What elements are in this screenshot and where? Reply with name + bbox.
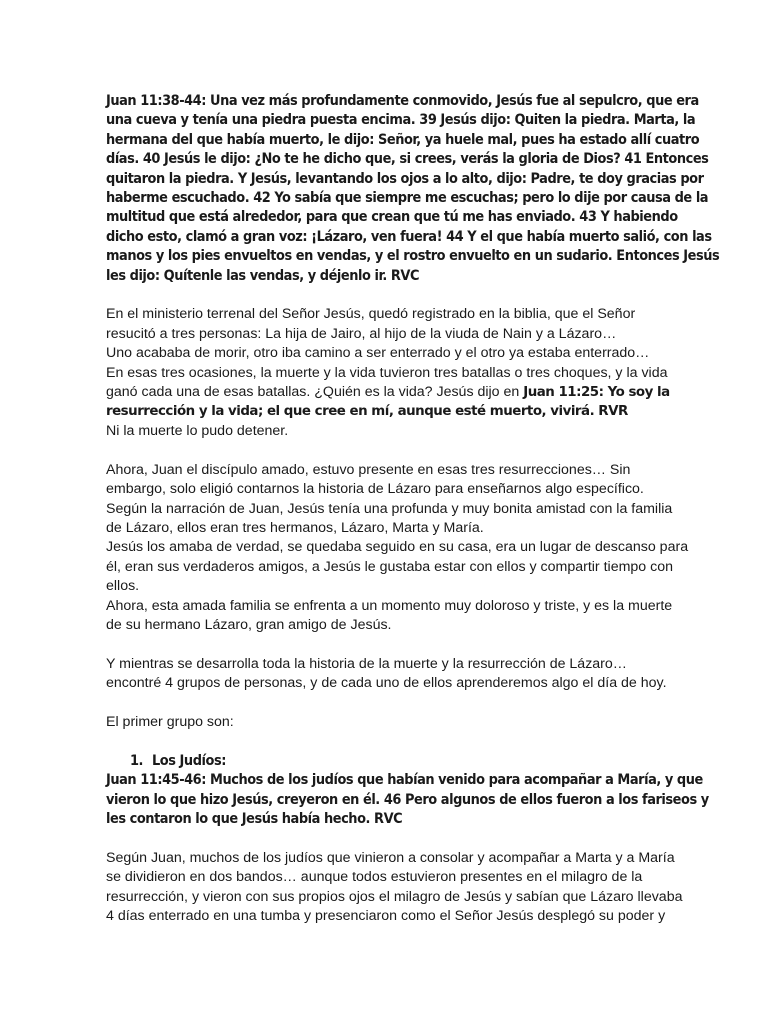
passage-line: una cueva y tenía una piedra puesta encima. 39 Jesús dijo: Quiten la piedra. Marta, la xyxy=(106,112,696,129)
paragraph-line: El primer grupo son: xyxy=(106,713,234,730)
paragraph-line: de su hermano Lázaro, gran amigo de Jesús. xyxy=(106,616,392,633)
paragraph-primer-grupo xyxy=(106,713,662,732)
paragraph-line: En el ministerio terrenal del Señor Jesús, quedó registrado en la biblia, que el Señor xyxy=(106,306,636,323)
list-number: 1. xyxy=(130,752,144,769)
scripture-passage-juan-11-38-44 xyxy=(106,92,720,286)
passage-line: les contaron lo que Jesús había hecho. RVC xyxy=(106,810,403,827)
list-item-los-judios xyxy=(106,752,662,771)
passage-line: quitaron la piedra. Y Jesús, levantando los ojos a lo alto, dijo: Padre, te doy gracias por xyxy=(106,170,704,187)
paragraph-segun-juan xyxy=(106,849,683,927)
passage-line: hermana del que había muerto, le dijo: Señor, ya huele mal, pues ha estado allí cuatro xyxy=(106,131,700,148)
paragraph-line: encontré 4 grupos de personas, y de cada uno de ellos aprenderemos algo el día de hoy. xyxy=(106,675,667,692)
paragraph-line: 4 días enterrado en una tumba y presenciaron como el Señor Jesús desplegó su poder y xyxy=(106,907,666,924)
scripture-reference-juan-11-25: Juan 11:25: Yo soy la xyxy=(523,385,670,401)
paragraph-line: resucitó a tres personas: La hija de Jairo, al hijo de la viuda de Nain y a Lázaro… xyxy=(106,325,617,342)
passage-line: días. 40 Jesús le dijo: ¿No te he dicho que, si crees, verás la gloria de Dios? 41 Entonces xyxy=(106,151,709,168)
passage-line: manos y los pies envueltos en vendas, y el rostro envuelto en un sudario. Entonces Jesús xyxy=(106,248,720,265)
paragraph-line: Jesús los amaba de verdad, se quedaba seguido en su casa, era un lugar de descanso para xyxy=(106,539,689,556)
paragraph-line: se dividieron en dos bandos… aunque todos estuvieron presentes en el milagro de la xyxy=(106,869,643,886)
passage-line: haberme escuchado. 42 Yo sabía que siempre me escuchas; pero lo dije por causa de la xyxy=(106,190,709,207)
scripture-quote-line: resurrección y la vida; el que cree en mí, aunque esté muerto, vivirá. RVR xyxy=(106,404,628,420)
paragraph-line: Ahora, Juan el discípulo amado, estuvo presente en esas tres resurrecciones… Sin xyxy=(106,461,631,478)
paragraph-cuatro-grupos xyxy=(106,655,667,694)
paragraph-line: resurrección, y vieron con sus propios ojos el milagro de Jesús y sabían que Lázaro llevaba xyxy=(106,888,683,905)
passage-line: dicho esto, clamó a gran voz: ¡Lázaro, ven fuera! 44 Y el que había muerto salió, con las xyxy=(106,228,712,245)
paragraph-line: Según la narración de Juan, Jesús tenía una profunda y muy bonita amistad con la familia xyxy=(106,500,673,517)
paragraph-line: Ahora, esta amada familia se enfrenta a un momento muy doloroso y triste, y es la muerte xyxy=(106,597,673,614)
passage-line: Juan 11:45-46: Muchos de los judíos que habían venido para acompañar a María, y que xyxy=(106,772,703,789)
paragraph-line: Y mientras se desarrolla toda la historia de la muerte y la resurrección de Lázaro… xyxy=(106,655,627,672)
paragraph-line: ellos. xyxy=(106,578,140,595)
paragraph-line: él, eran sus verdaderos amigos, a Jesús le gustaba estar con ellos y compartir tiempo con xyxy=(106,558,673,575)
paragraph-ministerio xyxy=(106,305,670,441)
paragraph-line: de Lázaro, ellos eran tres hermanos, Lázaro, Marta y María. xyxy=(106,519,484,536)
paragraph-line: Uno acababa de morir, otro iba camino a ser enterrado y el otro ya estaba enterrado… xyxy=(106,345,650,362)
paragraph-line: embargo, solo eligió contarnos la historia de Lázaro para enseñarnos algo específico. xyxy=(106,481,644,498)
paragraph-line xyxy=(106,383,670,402)
passage-line: Juan 11:38-44: Una vez más profundamente conmovido, Jesús fue al sepulcro, que era xyxy=(106,93,699,109)
scripture-passage-juan-11-45-46 xyxy=(106,771,709,829)
paragraph-juan-discipulo xyxy=(106,461,689,636)
paragraph-line: Ni la muerte lo pudo detener. xyxy=(106,422,289,439)
paragraph-line: Según Juan, muchos de los judíos que vinieron a consolar y acompañar a Marta y a María xyxy=(106,849,675,866)
passage-line: les dijo: Quítenle las vendas, y déjenlo ir. RVC xyxy=(106,267,420,284)
paragraph-line: En esas tres ocasiones, la muerte y la vida tuvieron tres batallas o tres choques, y la vida xyxy=(106,364,668,381)
passage-line: vieron lo que hizo Jesús, creyeron en él. 46 Pero algunos de ellos fueron a los fariseos y xyxy=(106,791,709,808)
paragraph-text: ganó cada una de esas batallas. ¿Quién es la vida? Jesús dijo en xyxy=(106,384,524,401)
passage-line: multitud que está alrededor, para que crean que tú me has enviado. 43 Y habiendo xyxy=(106,209,678,226)
list-item-title: Los Judíos: xyxy=(152,752,226,769)
